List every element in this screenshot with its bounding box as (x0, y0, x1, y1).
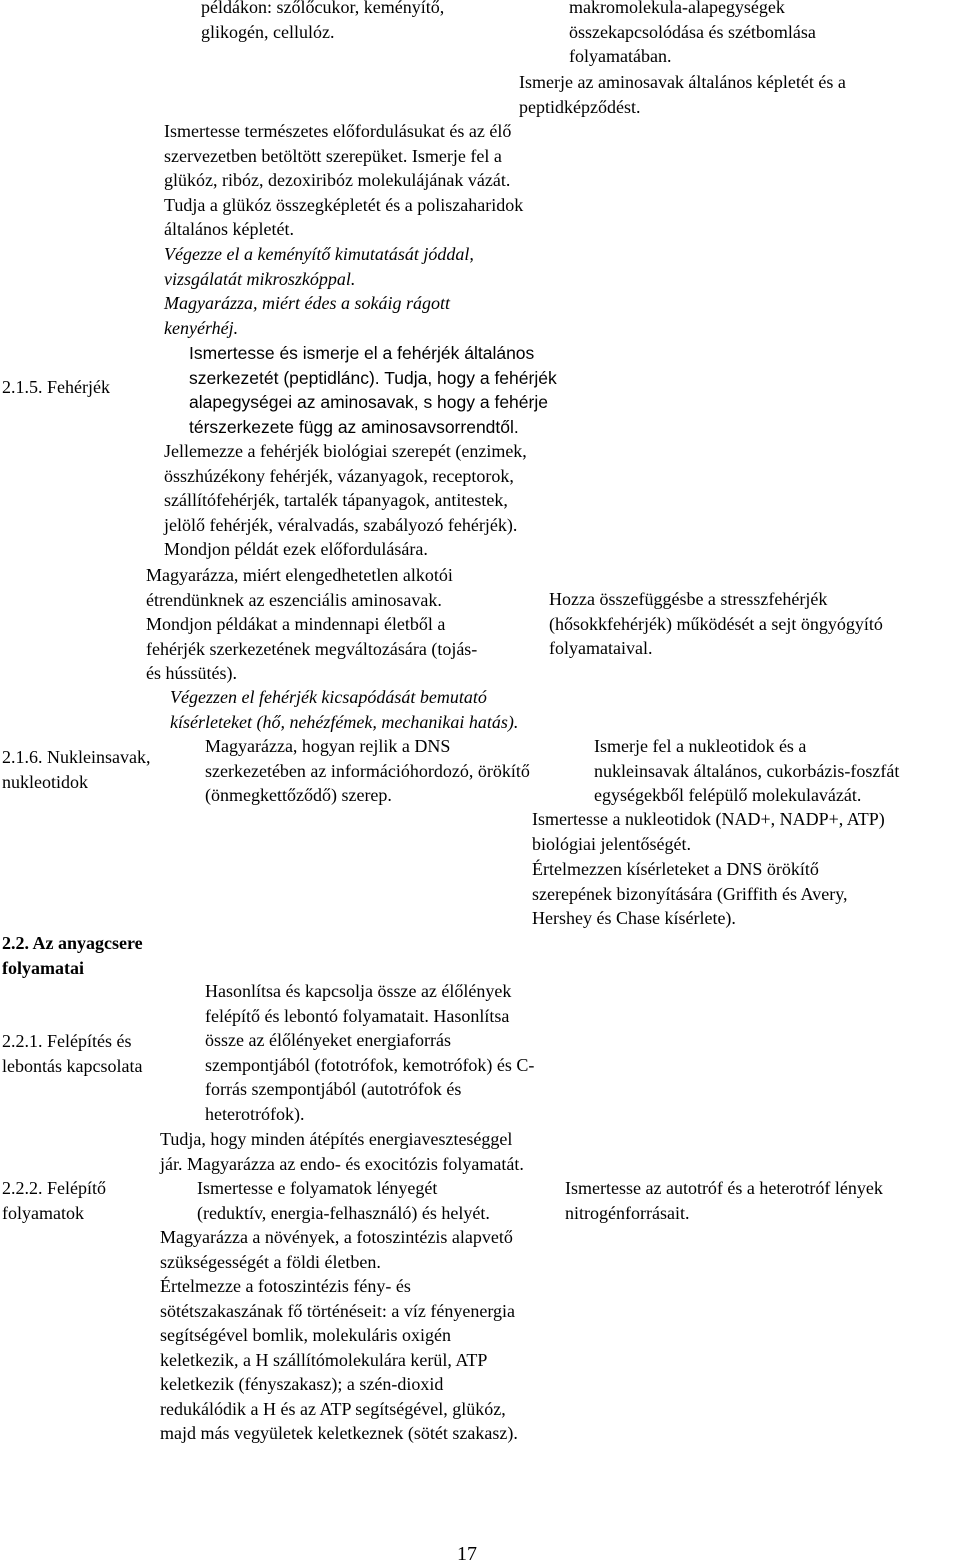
text-line: Tudja a glükóz összegképletét és a poliszaharidok (164, 194, 524, 215)
text-line: szállítófehérjék, tartalék tápanyagok, antitestek, (164, 490, 508, 510)
text-line: nukleotidok (2, 771, 88, 792)
text-line: sötétszakaszának fő történéseit: a víz fényenergia (160, 1300, 516, 1321)
text-line: Mondjon példát ezek előfordulására. (164, 539, 428, 559)
text-line: makromolekula-alapegységek (569, 0, 785, 17)
text-line: 2.1.5. Fehérjék (2, 377, 110, 397)
text-line: segítségével bomlik, molekuláris oxigén (160, 1325, 451, 1345)
text-line: glükóz, ribóz, dezoxiribóz molekulájának vázát. (164, 170, 511, 190)
text-line: Mondjon példákat a mindennapi életből a (146, 614, 446, 634)
text-line: felépítő és lebontó folyamatait. Hasonlítsa (205, 1005, 510, 1026)
text-line: keletkezik, a H szállítómolekulára kerül, ATP (160, 1349, 488, 1370)
text-line: Értelmezze a fotoszintézis fény- és (160, 1276, 411, 1296)
page-number: 17 (457, 1543, 477, 1565)
text-line: 2.2.2. Felépítő (2, 1178, 106, 1198)
text-line: (hősokkfehérjék) működését a sejt öngyógyító (549, 613, 883, 634)
text-line: 2.2. Az anyagcsere (2, 933, 143, 953)
text-line: Ismertesse e folyamatok lényegét (197, 1178, 438, 1198)
text-line: Tudja, hogy minden átépítés energiaveszteséggel (160, 1129, 513, 1149)
text-line: általános képletét. (164, 219, 294, 239)
text-line: Ismertesse természetes előfordulásukat és az élő (164, 121, 512, 141)
energy-loss-text (160, 1127, 524, 1176)
text-line: (reduktív, energia-felhasználó) és helyét. (197, 1202, 490, 1223)
text-line: fehérjék szerkezetének megváltozására (tojás- (146, 638, 478, 659)
text-line: Magyarázza, hogyan rejlik a DNS (205, 736, 451, 756)
nitrogen-sources-text (565, 1176, 883, 1225)
text-line: glikogén, cellulóz. (201, 21, 335, 42)
carbohydrate-examples-text (201, 0, 444, 44)
text-line: Hozza összefüggésbe a stresszfehérjék (549, 589, 828, 609)
dna-experiments-text (532, 857, 848, 931)
text-line: szerepének bizonyítására (Griffith és Avery, (532, 883, 848, 904)
macromolecule-text (569, 0, 816, 69)
text-line: Ismertesse az autotróf és a heterotróf lények (565, 1178, 883, 1198)
text-line: szerkezetében az információhordozó, örökítő (205, 760, 530, 781)
dna-role-text (205, 734, 530, 808)
text-line: összhúzékony fehérjék, vázanyagok, receptorok, (164, 465, 514, 486)
text-line: Hasonlítsa és kapcsolja össze az élőlények (205, 981, 512, 1001)
text-line: szempontjából (fototrófok, kemotrófok) és C- (205, 1054, 535, 1075)
text-line: Magyarázza, miért elengedhetetlen alkotói (146, 565, 453, 585)
stress-protein-text (549, 587, 883, 661)
text-line: (önmegkettőződő) szerep. (205, 785, 392, 805)
section-2-2-2-heading (2, 1176, 106, 1225)
text-line: folyamatok (2, 1202, 84, 1223)
text-line: nukleinsavak általános, cukorbázis-foszfát (594, 760, 900, 781)
metabolism-comparison-text (205, 979, 534, 1126)
text-line: jelölő fehérjék, véralvadás, szabályozó fehérjék). (164, 514, 518, 535)
starch-experiment-text (164, 242, 474, 340)
nucleotide-structure-text (594, 734, 899, 808)
text-line: Jellemezze a fehérjék biológiai szerepét (enzimek, (164, 441, 527, 461)
text-line: szerkezetét (peptidlánc). Tudja, hogy a fehérjék (189, 367, 557, 388)
text-line: forrás szempontjából (autotrófok és (205, 1079, 462, 1099)
text-line: redukálódik a H és az ATP segítségével, glükóz, (160, 1398, 506, 1419)
carbohydrate-requirements-text (164, 119, 523, 242)
text-line: folyamatai (2, 957, 84, 978)
text-line: összekapcsolódása és szétbomlása (569, 21, 816, 42)
text-line: Ismertesse a nukleotidok (NAD+, NADP+, ATP) (532, 809, 885, 829)
text-line: folyamatában. (569, 46, 672, 66)
text-line: étrendünknek az eszenciális aminosavak. (146, 589, 442, 610)
text-line: peptidképződést. (519, 96, 641, 117)
text-line: Ismerje az aminosavak általános képletét és a (519, 72, 846, 92)
text-line: egységekből felépülő molekulavázát. (594, 785, 862, 805)
section-2-2-heading (2, 931, 143, 980)
anabolic-processes-text (197, 1176, 490, 1225)
text-line: kenyérhéj. (164, 317, 239, 338)
text-line: és hússütés). (146, 663, 237, 683)
text-line: össze az élőlényeket energiaforrás (205, 1030, 452, 1050)
section-2-1-6-heading (2, 745, 150, 794)
text-line: alapegységei az aminosavak, s hogy a fehérje (189, 392, 548, 412)
text-line: keletkezik (fényszakasz); a szén-dioxid (160, 1374, 444, 1394)
text-line: majd más vegyületek keletkeznek (sötét szakasz). (160, 1423, 518, 1443)
text-line: heterotrófok). (205, 1103, 305, 1124)
text-line: térszerkezete függ az aminosavsorrendtől. (189, 416, 519, 437)
text-line: 2.2.1. Felépítés és (2, 1031, 132, 1051)
text-line: vizsgálatát mikroszkóppal. (164, 268, 356, 289)
text-line: példákon: szőlőcukor, keményítő, (201, 0, 445, 17)
text-line: Hershey és Chase kísérlete). (532, 908, 736, 928)
text-line: Ismertesse és ismerje el a fehérjék általános (189, 343, 535, 363)
text-line: szervezetben betöltött szerepüket. Ismerje fel a (164, 145, 502, 166)
text-line: Végezze el a keményítő kimutatását jóddal, (164, 244, 474, 264)
protein-role-text (164, 439, 527, 562)
text-line: Értelmezzen kísérleteket a DNS örökítő (532, 859, 819, 879)
photosynthesis-text (160, 1225, 518, 1446)
nucleotide-significance-text (532, 807, 885, 856)
text-line: nitrogénforrásait. (565, 1202, 690, 1223)
text-line: kísérleteket (hő, nehézfémek, mechanikai hatás). (170, 711, 519, 732)
section-2-1-5-heading (2, 375, 110, 400)
amino-acid-formula-text (519, 70, 846, 119)
protein-precipitation-text (170, 685, 518, 734)
text-line: Ismerje fel a nukleotidok és a (594, 736, 807, 756)
text-line: szükségességét a földi életben. (160, 1251, 381, 1272)
essential-amino-acids-text (146, 563, 477, 686)
text-line: lebontás kapcsolata (2, 1055, 143, 1076)
text-line: folyamataival. (549, 638, 653, 658)
section-2-2-1-heading (2, 1029, 142, 1078)
text-line: biológiai jelentőségét. (532, 833, 691, 854)
text-line: Végezzen el fehérjék kicsapódását bemutató (170, 687, 487, 707)
text-line: jár. Magyarázza az endo- és exocitózis folyamatát. (160, 1153, 524, 1174)
text-line: 2.1.6. Nukleinsavak, (2, 747, 151, 767)
text-line: Magyarázza, miért édes a sokáig rágott (164, 293, 450, 313)
protein-structure-text (189, 341, 557, 439)
text-line: Magyarázza a növények, a fotoszintézis alapvető (160, 1227, 513, 1247)
